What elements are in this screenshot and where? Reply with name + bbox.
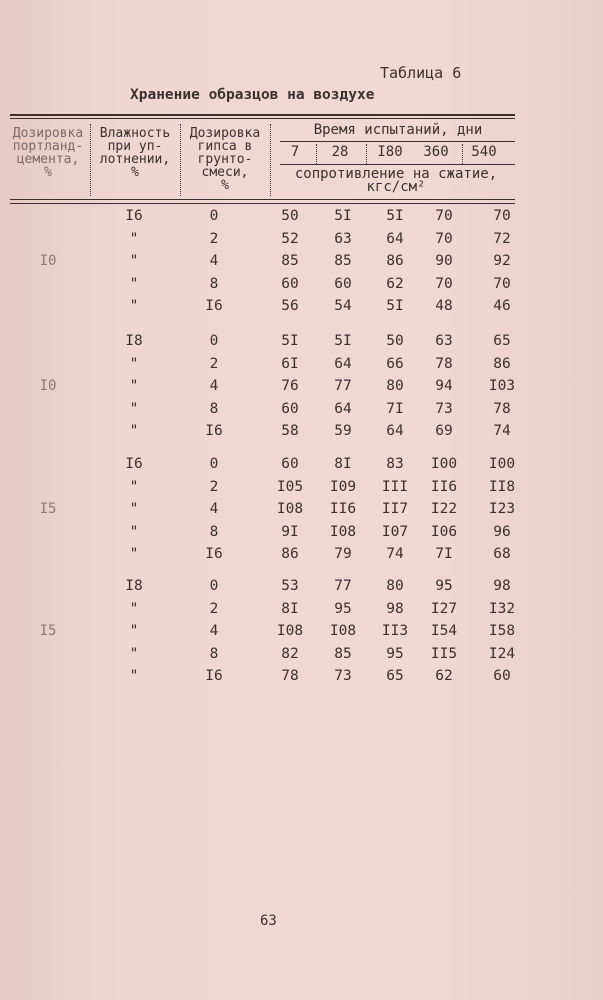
- strength-cell: 65: [386, 668, 404, 685]
- strength-cell: 70: [435, 208, 453, 224]
- header-bottom-rule-thin: [10, 203, 515, 204]
- strength-cell: 76: [281, 378, 299, 395]
- strength-cell: 85: [334, 645, 352, 662]
- strength-cell: I08: [329, 623, 357, 640]
- moisture-cell: ": [129, 501, 139, 518]
- header-separator: [270, 124, 271, 196]
- strength-cell: 60: [281, 275, 299, 292]
- strength-cell: II8: [488, 478, 516, 495]
- strength-cell: 94: [435, 378, 453, 395]
- gypsum-cell: 8: [209, 645, 219, 662]
- strength-cell: 64: [386, 423, 404, 440]
- header-bottom-rule: [10, 199, 515, 200]
- strength-cell: I24: [488, 645, 516, 662]
- strength-cell: 65: [493, 333, 511, 349]
- header-separator: [462, 144, 463, 164]
- strength-cell: 72: [493, 230, 511, 247]
- strength-cell: 74: [386, 546, 404, 563]
- strength-cell: 86: [386, 253, 404, 270]
- gypsum-cell: 2: [209, 600, 219, 617]
- strength-cell: 64: [334, 355, 352, 372]
- strength-cell: I06: [430, 523, 458, 540]
- gypsum-cell: 0: [209, 208, 219, 224]
- moisture-cell: ": [129, 298, 139, 315]
- moisture-cell: ": [129, 275, 139, 292]
- strength-cell: 58: [281, 423, 299, 440]
- header-days-rule: [280, 164, 515, 165]
- gypsum-cell: 8: [209, 275, 219, 292]
- strength-cell: 95: [435, 578, 453, 594]
- moisture-cell: ": [129, 645, 139, 662]
- strength-cell: II3: [381, 623, 409, 640]
- gypsum-cell: 0: [209, 578, 219, 594]
- strength-cell: I03: [488, 378, 516, 395]
- strength-cell: 68: [493, 546, 511, 563]
- gypsum-cell: 2: [209, 478, 219, 495]
- header-test-time: Время испытаний, дни: [313, 122, 483, 138]
- header-separator: [180, 124, 181, 196]
- strength-cell: I08: [276, 623, 304, 640]
- strength-cell: 63: [334, 230, 352, 247]
- gypsum-cell: 4: [209, 623, 219, 640]
- moisture-cell: ": [129, 600, 139, 617]
- moisture-cell: ": [129, 378, 139, 395]
- cement-dose-label: I0: [39, 253, 57, 270]
- strength-cell: 7I: [386, 400, 404, 417]
- strength-cell: I22: [430, 501, 458, 518]
- strength-cell: 90: [435, 253, 453, 270]
- strength-cell: 48: [435, 298, 453, 315]
- top-rule: [10, 114, 515, 116]
- header-cement-dose: Дозировка портланд- цемента, %: [12, 126, 84, 180]
- strength-cell: 60: [493, 668, 511, 685]
- strength-cell: 85: [334, 253, 352, 270]
- strength-cell: 60: [281, 456, 299, 472]
- strength-cell: 9I: [281, 523, 299, 540]
- table-label: Таблица 6: [380, 64, 462, 82]
- strength-cell: 95: [386, 645, 404, 662]
- strength-cell: 80: [386, 578, 404, 594]
- cement-dose-label: I5: [39, 501, 57, 518]
- gypsum-cell: I6: [205, 298, 223, 315]
- strength-cell: 78: [435, 355, 453, 372]
- strength-cell: I08: [276, 501, 304, 518]
- strength-cell: 69: [435, 423, 453, 440]
- strength-cell: 53: [281, 578, 299, 594]
- page-number: 63: [260, 913, 277, 929]
- strength-cell: 78: [281, 668, 299, 685]
- table-caption: Хранение образцов на воздухе: [130, 87, 375, 103]
- strength-cell: 79: [334, 546, 352, 563]
- strength-cell: 62: [386, 275, 404, 292]
- strength-cell: 52: [281, 230, 299, 247]
- strength-cell: 78: [493, 400, 511, 417]
- strength-cell: 86: [493, 355, 511, 372]
- moisture-cell: ": [129, 668, 139, 685]
- moisture-cell: ": [129, 230, 139, 247]
- header-day: I80: [377, 144, 403, 160]
- strength-cell: 86: [281, 546, 299, 563]
- strength-cell: 70: [435, 230, 453, 247]
- strength-cell: 70: [493, 275, 511, 292]
- strength-cell: I08: [329, 523, 357, 540]
- header-separator: [316, 144, 317, 164]
- strength-cell: 5I: [334, 208, 352, 224]
- gypsum-cell: I6: [205, 668, 223, 685]
- strength-cell: 64: [386, 230, 404, 247]
- strength-cell: 60: [334, 275, 352, 292]
- strength-cell: 54: [334, 298, 352, 315]
- strength-cell: I09: [329, 478, 357, 495]
- strength-cell: 59: [334, 423, 352, 440]
- strength-cell: 64: [334, 400, 352, 417]
- strength-cell: 5I: [386, 208, 404, 224]
- strength-cell: I00: [488, 456, 516, 472]
- strength-cell: III: [381, 478, 409, 495]
- strength-cell: 66: [386, 355, 404, 372]
- strength-cell: 63: [435, 333, 453, 349]
- strength-cell: 46: [493, 298, 511, 315]
- cement-dose-label: I0: [39, 378, 57, 395]
- gypsum-cell: I6: [205, 546, 223, 563]
- strength-cell: I54: [430, 623, 458, 640]
- moisture-cell: ": [129, 423, 139, 440]
- strength-cell: 77: [334, 578, 352, 594]
- strength-cell: II5: [430, 645, 458, 662]
- strength-cell: I23: [488, 501, 516, 518]
- strength-cell: II6: [329, 501, 357, 518]
- strength-cell: II7: [381, 501, 409, 518]
- gypsum-cell: 0: [209, 456, 219, 472]
- header-day: 28: [331, 144, 349, 160]
- moisture-cell: ": [129, 253, 139, 270]
- gypsum-cell: 8: [209, 400, 219, 417]
- strength-cell: I32: [488, 600, 516, 617]
- strength-cell: I05: [276, 478, 304, 495]
- gypsum-cell: 2: [209, 355, 219, 372]
- header-moisture: Влажность при уп- лотнении, %: [99, 126, 171, 180]
- strength-cell: 7I: [435, 546, 453, 563]
- strength-cell: 96: [493, 523, 511, 540]
- strength-cell: 92: [493, 253, 511, 270]
- moisture-cell: I8: [125, 333, 143, 349]
- strength-cell: 85: [281, 253, 299, 270]
- strength-cell: 83: [386, 456, 404, 472]
- moisture-cell: I6: [125, 208, 143, 224]
- strength-cell: I00: [430, 456, 458, 472]
- strength-cell: 77: [334, 378, 352, 395]
- gypsum-cell: 0: [209, 333, 219, 349]
- strength-cell: I27: [430, 600, 458, 617]
- strength-cell: 74: [493, 423, 511, 440]
- strength-cell: 80: [386, 378, 404, 395]
- strength-cell: 82: [281, 645, 299, 662]
- strength-cell: 5I: [281, 333, 299, 349]
- moisture-cell: ": [129, 478, 139, 495]
- header-separator: [366, 144, 367, 164]
- strength-cell: 60: [281, 400, 299, 417]
- header-day: 540: [471, 144, 497, 160]
- moisture-cell: ": [129, 355, 139, 372]
- gypsum-cell: 4: [209, 253, 219, 270]
- moisture-cell: ": [129, 523, 139, 540]
- header-separator: [90, 124, 91, 196]
- strength-cell: 50: [281, 208, 299, 224]
- strength-cell: 95: [334, 600, 352, 617]
- top-rule-thin: [10, 118, 515, 119]
- gypsum-cell: 2: [209, 230, 219, 247]
- header-gypsum-dose: Дозировка гипса в грунто- смеси, %: [189, 126, 261, 193]
- moisture-cell: ": [129, 546, 139, 563]
- strength-cell: 5I: [334, 333, 352, 349]
- header-group-rule: [280, 141, 515, 142]
- header-day: 360: [423, 144, 449, 160]
- gypsum-cell: 4: [209, 501, 219, 518]
- strength-cell: 70: [435, 275, 453, 292]
- moisture-cell: I8: [125, 578, 143, 594]
- strength-cell: II6: [430, 478, 458, 495]
- moisture-cell: I6: [125, 456, 143, 472]
- strength-cell: 8I: [334, 456, 352, 472]
- strength-cell: 73: [334, 668, 352, 685]
- strength-cell: 98: [493, 578, 511, 594]
- strength-cell: 73: [435, 400, 453, 417]
- strength-cell: 5I: [386, 298, 404, 315]
- cement-dose-label: I5: [39, 623, 57, 640]
- gypsum-cell: I6: [205, 423, 223, 440]
- strength-cell: 56: [281, 298, 299, 315]
- strength-cell: 98: [386, 600, 404, 617]
- header-day: 7: [290, 144, 300, 160]
- strength-cell: 50: [386, 333, 404, 349]
- moisture-cell: ": [129, 623, 139, 640]
- gypsum-cell: 4: [209, 378, 219, 395]
- strength-cell: I07: [381, 523, 409, 540]
- header-measure: сопротивление на сжатие, кгс/см²: [294, 166, 498, 195]
- strength-cell: 8I: [281, 600, 299, 617]
- strength-cell: 62: [435, 668, 453, 685]
- strength-cell: 6I: [281, 355, 299, 372]
- strength-cell: 70: [493, 208, 511, 224]
- moisture-cell: ": [129, 400, 139, 417]
- gypsum-cell: 8: [209, 523, 219, 540]
- strength-cell: I58: [488, 623, 516, 640]
